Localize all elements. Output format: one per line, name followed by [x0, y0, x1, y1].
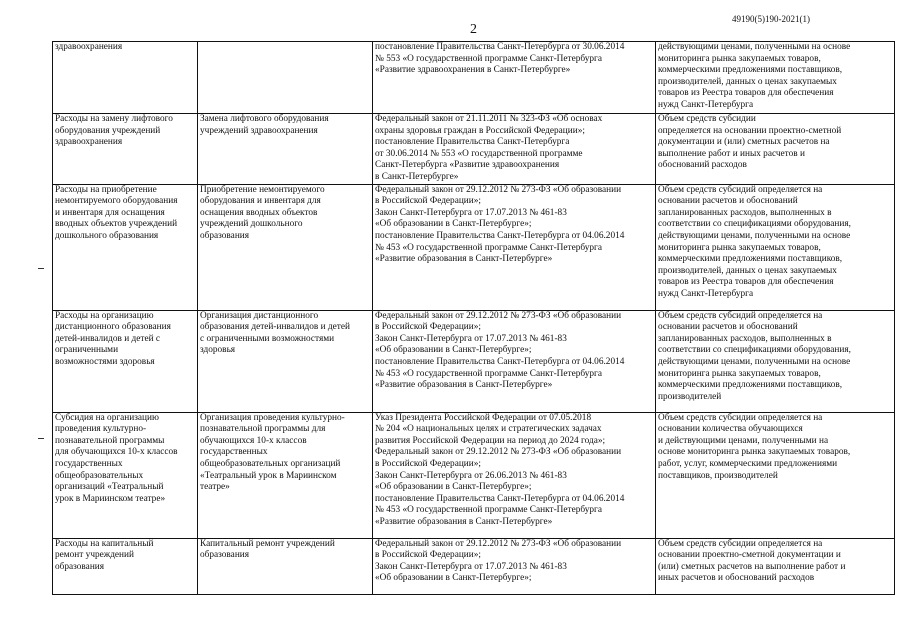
calculation-method-cell: Объем средств субсидии определяется на основании количества обучающихся и действующими ценами, полученными на основе мониторинга рынка закупаемых товаров, работ, услуг, коммерческими предложениями поставщиков, производителей	[656, 412, 895, 538]
purpose-cell: Замена лифтового оборудования учреждений здравоохранения	[198, 114, 373, 185]
purpose-cell: Приобретение немонтируемого оборудования и инвентаря для оснащения вводных объектов учреждений дошкольного образования	[198, 184, 373, 310]
purpose-cell: Организация проведения культурно- познавательной программы для обучающихся 10-х классов государственных общеобразовательных организаций «Театральный урок в Мариинском театре»	[198, 412, 373, 538]
table-row	[53, 412, 895, 538]
legal-basis-cell: Федеральный закон от 21.11.2011 № 323-ФЗ «Об основах охраны здоровья граждан в Российской Федерации»; постановление Правительства Санкт-Петербурга от 30.06.2014 № 553 «О государственной программе Санкт-Петербурга «Развитие здравоохранения в Санкт-Петербурге»	[373, 114, 656, 185]
expense-name-cell: Расходы на замену лифтового оборудования учреждений здравоохранения	[53, 114, 198, 185]
legal-basis-cell: Федеральный закон от 29.12.2012 № 273-ФЗ «Об образовании в Российской Федерации»; Закон Санкт-Петербурга от 17.07.2013 № 461-83 «Об образовании в Санкт-Петербурге»; постановление Правительства Санкт-Петербурга от 04.06.2014 № 453 «О государственной программе Санкт-Петербурга «Развитие образования в Санкт-Петербурге»	[373, 184, 656, 310]
document-code: 49190(5)190-2021(1)	[732, 14, 810, 24]
purpose-cell	[198, 42, 373, 114]
calculation-method-cell: Объем средств субсидий определяется на основании расчетов и обоснований запланированных расходов, выполненных в соответствии со спецификациями оборудования, действующими ценами, полученными на основе мониторинга рынка закупаемых товаров, коммерческими предложениями поставщиков, производителей	[656, 310, 895, 412]
page-number: 2	[470, 22, 477, 37]
calculation-method-cell: Объем средств субсидии определяется на основании проектно-сметной документации и (или) сметных расчетов на выполнение работ и иных расчетов и обоснований расходов	[656, 538, 895, 594]
calculation-method-cell: Объем средств субсидий определяется на основании расчетов и обоснований запланированных расходов, выполненных в соответствии со спецификациями оборудования, действующими ценами, полученными на основе мониторинга рынка закупаемых товаров, коммерческими предложениями поставщиков, производителей, данных о ценах закупаемых товаров из Реестра товаров для обеспечения нужд Санкт-Петербурга	[656, 184, 895, 310]
legal-basis-cell: Федеральный закон от 29.12.2012 № 273-ФЗ «Об образовании в Российской Федерации»; Закон Санкт-Петербурга от 17.07.2013 № 461-83 «Об образовании в Санкт-Петербурге»; постановление Правительства Санкт-Петербурга от 04.06.2014 № 453 «О государственной программе Санкт-Петербурга «Развитие образования в Санкт-Петербурге»	[373, 310, 656, 412]
margin-mark	[38, 438, 44, 439]
purpose-cell: Организация дистанционного образования детей-инвалидов и детей с ограниченными возможностями здоровья	[198, 310, 373, 412]
expense-name-cell: Расходы на приобретение немонтируемого оборудования и инвентаря для оснащения вводных объектов учреждений дошкольного образования	[53, 184, 198, 310]
legal-basis-cell: Указ Президента Российской Федерации от 07.05.2018 № 204 «О национальных целях и стратегических задачах развития Российской Федерации на период до 2024 года»; Федеральный закон от 29.12.2012 № 273-ФЗ «Об образовании в Российской Федерации»; Закон Санкт-Петербурга от 26.06.2013 № 461-83 «Об образовании в Санкт-Петербурге»; постановление Правительства Санкт-Петербурга от 04.06.2014 № 453 «О государственной программе Санкт-Петербурга «Развитие образования в Санкт-Петербурге»	[373, 412, 656, 538]
calculation-method-cell: действующими ценами, полученными на основе мониторинга рынка закупаемых товаров, коммерческими предложениями поставщиков, производителей, данных о ценах закупаемых товаров из Реестра товаров для обеспечения нужд Санкт-Петербурга	[656, 42, 895, 114]
table-row	[53, 114, 895, 185]
table-row	[53, 538, 895, 594]
expense-name-cell: Расходы на капитальный ремонт учреждений образования	[53, 538, 198, 594]
calculation-method-cell: Объем средств субсидии определяется на основании проектно-сметной документации и (или) сметных расчетов на выполнение работ и иных расчетов и обоснований расходов	[656, 114, 895, 185]
expense-name-cell: Субсидия на организацию проведения культурно- познавательной программы для обучающихся 10-х классов государственных общеобразовательных организаций «Театральный урок в Мариинском театре»	[53, 412, 198, 538]
margin-mark	[38, 268, 44, 269]
table-row	[53, 42, 895, 114]
legal-basis-cell: постановление Правительства Санкт-Петербурга от 30.06.2014 № 553 «О государственной программе Санкт-Петербурга «Развитие здравоохранения в Санкт-Петербурге»	[373, 42, 656, 114]
purpose-cell: Капитальный ремонт учреждений образования	[198, 538, 373, 594]
subsidy-table	[52, 41, 895, 595]
legal-basis-cell: Федеральный закон от 29.12.2012 № 273-ФЗ «Об образовании в Российской Федерации»; Закон Санкт-Петербурга от 17.07.2013 № 461-83 «Об образовании в Санкт-Петербурге»;	[373, 538, 656, 594]
table-row	[53, 310, 895, 412]
expense-name-cell: здравоохранения	[53, 42, 198, 114]
table-row	[53, 184, 895, 310]
expense-name-cell: Расходы на организацию дистанционного образования детей-инвалидов и детей с ограниченными возможностями здоровья	[53, 310, 198, 412]
